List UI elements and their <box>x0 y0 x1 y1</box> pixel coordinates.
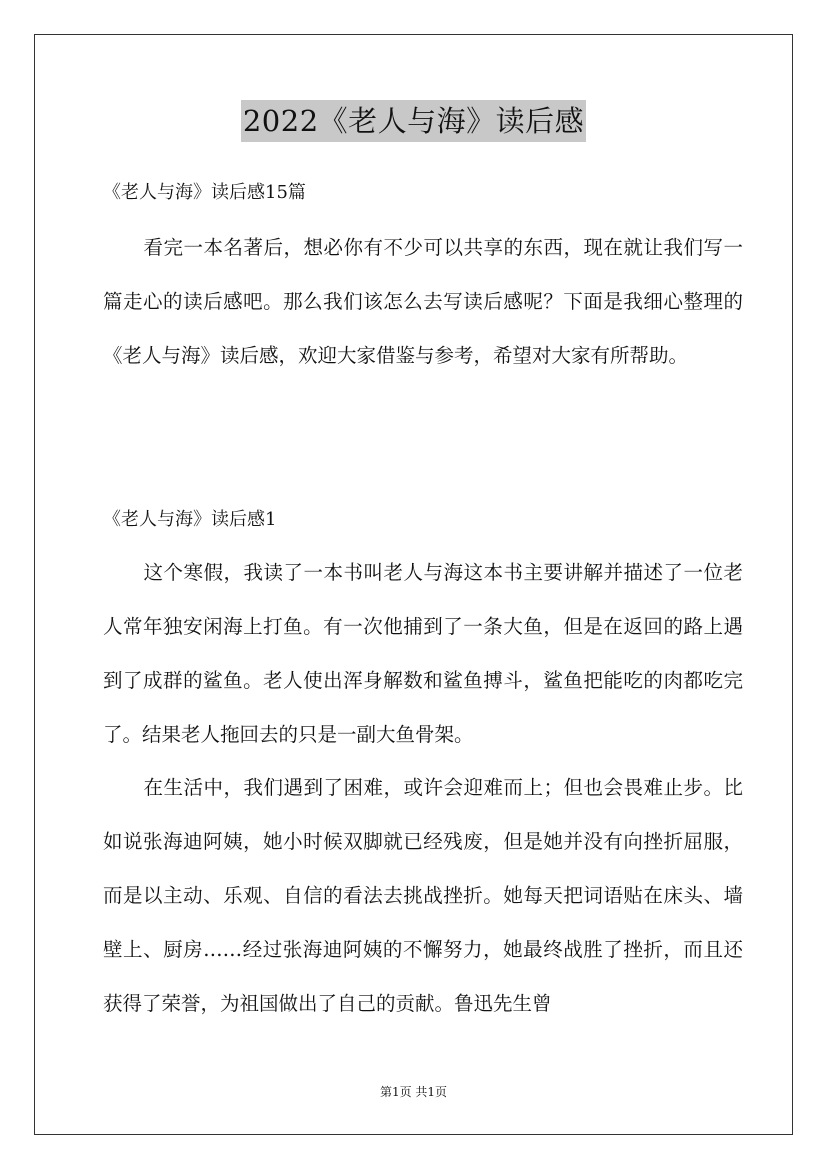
body-paragraph-2-text: 在生活中，我们遇到了困难，或许会迎难而上；但也会畏难止步。比如说张海迪阿姨，她小时候双脚就已经残废，但是她并没有向挫折屈服，而是以主动、乐观、自信的看法去挑战挫折。她每天把词语贴在床头、墙壁上、厨房……经过张海迪阿姨的不懈努力，她最终战胜了挫折，而且还获得了荣誉，为祖国做出了自己的贡献。鲁迅先生曾 <box>103 776 743 1015</box>
intro-text: 看完一本名著后，想必你有不少可以共享的东西，现在就让我们写一篇走心的读后感吧。那么我们该怎么去写读后感呢？下面是我细心整理的《老人与海》读后感，欢迎大家借鉴与参考，希望对大家有所帮助。 <box>103 236 743 367</box>
document-subtitle: 《老人与海》读后感15篇 <box>103 182 306 203</box>
title-container <box>0 100 827 142</box>
section-heading: 《老人与海》读后感1 <box>103 509 277 530</box>
body-paragraph-1-text: 这个寒假，我读了一本书叫老人与海这本书主要讲解并描述了一位老人常年独安闲海上打鱼。有一次他捕到了一条大鱼，但是在返回的路上遇到了成群的鲨鱼。老人使出浑身解数和鲨鱼搏斗，鲨鱼把能吃的肉都吃完了。结果老人拖回去的只是一副大鱼骨架。 <box>103 561 743 746</box>
intro-paragraph <box>103 221 743 383</box>
page-footer: 第1页 共1页 <box>379 1085 448 1099</box>
body-paragraph-1 <box>103 546 743 762</box>
document-title: 2022《老人与海》读后感 <box>241 100 586 142</box>
body-paragraph-2 <box>103 761 743 1031</box>
